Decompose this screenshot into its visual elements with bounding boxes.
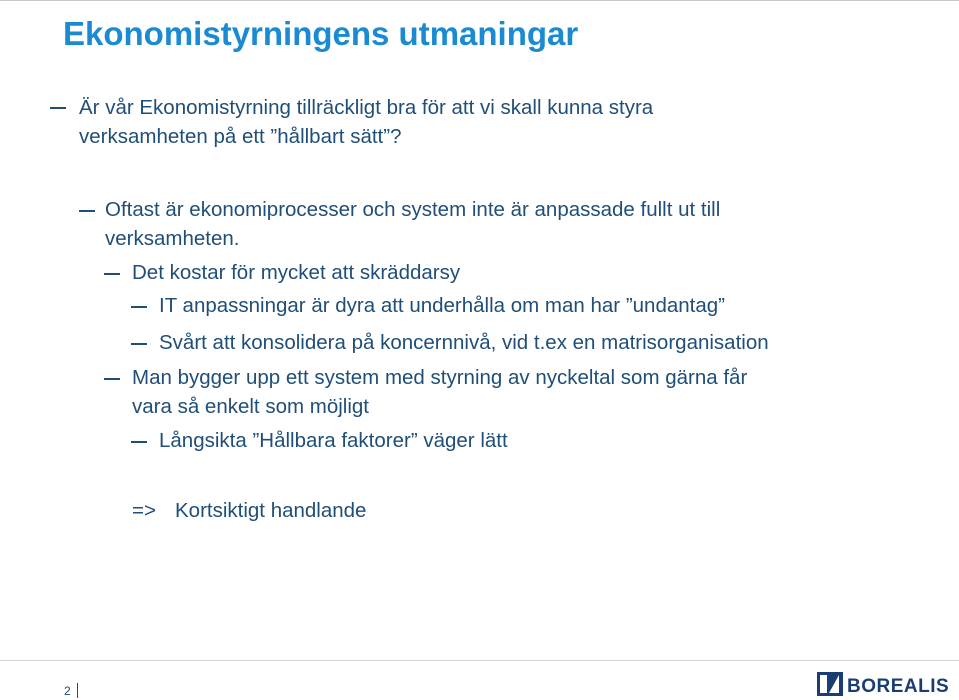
bullet-1-line-1: Är vår Ekonomistyrning tillräckligt bra för att vi skall kunna styra <box>79 96 654 119</box>
borealis-logo <box>817 670 957 698</box>
logo-text: BOREALIS <box>847 676 950 697</box>
bullet-dash <box>131 441 147 443</box>
bullet-4: IT anpassningar är dyra att underhålla om man har ”undantag” <box>159 294 725 317</box>
bullet-2-line-2: verksamheten. <box>105 227 240 250</box>
bullet-3: Det kostar för mycket att skräddarsy <box>132 261 461 284</box>
bullet-dash <box>104 378 120 380</box>
bullet-dash <box>104 273 120 275</box>
bullet-7: Långsikta ”Hållbara faktorer” väger lätt <box>159 429 508 452</box>
top-rule <box>0 0 959 5</box>
bullet-dash <box>131 306 147 308</box>
slide-title: Ekonomistyrningens utmaningar <box>63 15 579 52</box>
conclusion-text: Kortsiktigt handlande <box>175 499 367 522</box>
bullet-dash <box>50 107 66 109</box>
borealis-logo-icon <box>817 672 843 696</box>
footer-rule <box>0 660 959 661</box>
bullet-5: Svårt att konsolidera på koncernnivå, vid t.ex en matrisorganisation <box>159 331 769 354</box>
page-number: 2 <box>64 684 71 698</box>
bullet-dash <box>79 210 95 212</box>
bullet-6-line-1: Man bygger upp ett system med styrning av nyckeltal som gärna får <box>132 366 748 389</box>
bullet-dash <box>131 343 147 345</box>
bullet-2-line-1: Oftast är ekonomiprocesser och system inte är anpassade fullt ut till <box>105 198 721 221</box>
bullet-1-line-2: verksamheten på ett ”hållbart sätt”? <box>79 125 402 148</box>
conclusion-arrow: => <box>132 499 156 522</box>
page-number-separator <box>77 683 78 698</box>
bullet-6-line-2: vara så enkelt som möjligt <box>132 395 369 418</box>
